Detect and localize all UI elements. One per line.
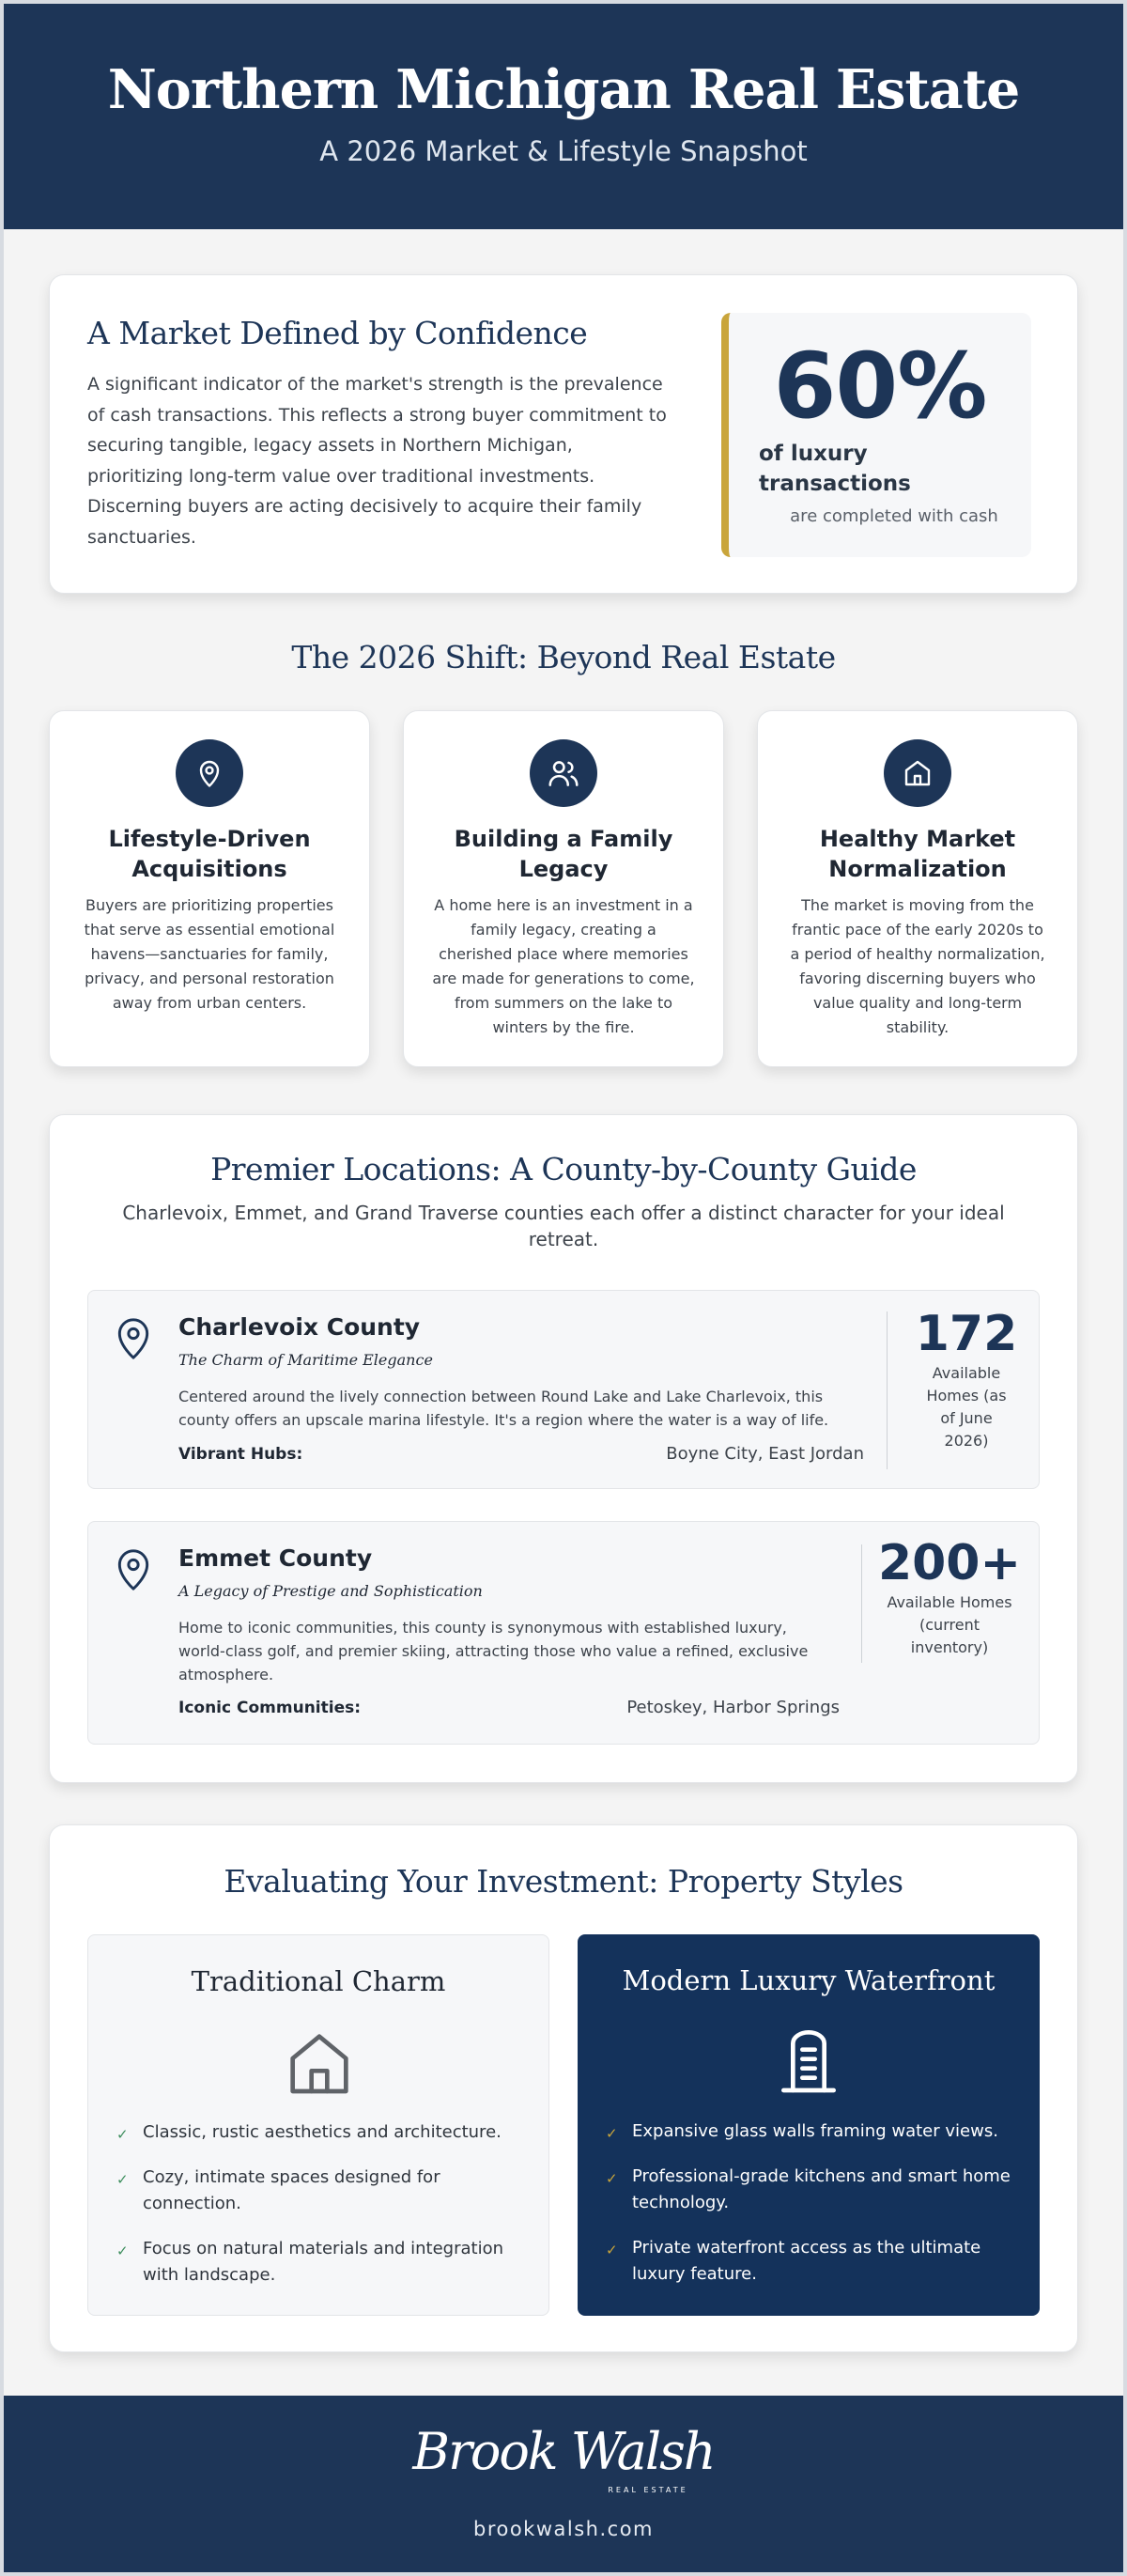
- list-item: ✓ Focus on natural materials and integration with landscape.: [116, 2239, 504, 2285]
- footer: [4, 2396, 1123, 2572]
- check-icon: ✓: [116, 2242, 129, 2259]
- list-item: ✓ Classic, rustic aesthetics and architecture.: [116, 2119, 520, 2146]
- map-pin-icon: [176, 739, 243, 807]
- style-feature-list: [606, 2118, 1011, 2306]
- modern-style-panel: [578, 1934, 1040, 2316]
- shift-card-title: Lifestyle-Driven Acquisitions: [108, 826, 311, 882]
- list-item: ✓ Cozy, intimate spaces designed for connection.: [116, 2167, 440, 2213]
- shift-card-body: Buyers are prioritizing properties that serve as essential emotional havens—sanctuaries for family, privacy, and personal restoration away from urban centers.: [84, 896, 335, 1012]
- locations-card: [49, 1114, 1078, 1783]
- house-icon: [884, 739, 951, 807]
- shift-card-normalization: [757, 710, 1078, 1067]
- check-icon: ✓: [606, 2170, 618, 2187]
- check-icon: ✓: [116, 2126, 129, 2143]
- locations-title: Premier Locations: A County-by-County Guide: [210, 1151, 917, 1187]
- style-title: Traditional Charm: [191, 1965, 446, 1997]
- shift-section-title: The 2026 Shift: Beyond Real Estate: [291, 639, 836, 675]
- building-icon: [771, 2025, 846, 2103]
- website-link[interactable]: brookwalsh.com: [472, 2518, 654, 2540]
- check-icon: ✓: [606, 2125, 618, 2142]
- market-body: A significant indicator of the market's strength is the prevalence of cash transactions. This reflects a strong buyer commitment to securing tangible, legacy assets in Northern Michigan, prioritizing long-term value over traditional investments. Discerning buyers are acting decisively to acquire their family sanctuaries.: [87, 374, 667, 548]
- market-title: A Market Defined by Confidence: [87, 315, 588, 351]
- traditional-style-panel: [87, 1934, 549, 2316]
- county-divider: [887, 1311, 888, 1469]
- county-description: Home to iconic communities, this county is synonymous with established luxury, world-class golf, and premier skiing, attracting those who value a refined, exclusive atmosphere.: [178, 1619, 809, 1684]
- county-name: Emmet County: [178, 1544, 373, 1572]
- styles-card: [49, 1824, 1078, 2352]
- county-name: Charlevoix County: [178, 1313, 421, 1341]
- brand-logo: Brook Walsh: [412, 2422, 715, 2481]
- list-item: ✓ Expansive glass walls framing water views.: [606, 2118, 1011, 2145]
- stat-value: 60%: [773, 334, 987, 439]
- stat-note: are completed with cash: [790, 506, 998, 526]
- map-pin-icon: [113, 1546, 154, 1597]
- county-tagline: The Charm of Maritime Elegance: [178, 1351, 433, 1369]
- stat-label: of luxury transactions: [759, 442, 911, 496]
- shift-card-lifestyle: [49, 710, 370, 1067]
- page-subtitle: A 2026 Market & Lifestyle Snapshot: [319, 135, 808, 167]
- county-home-count: 200+: [877, 1535, 1022, 1591]
- county-divider: [861, 1544, 862, 1663]
- page-title: Northern Michigan Real Estate: [107, 58, 1020, 121]
- list-item: ✓ Professional-grade kitchens and smart home technology.: [606, 2166, 1011, 2212]
- shift-card-title: Healthy Market Normalization: [819, 826, 1016, 882]
- style-feature-list: [116, 2119, 520, 2307]
- county-hubs-label: Vibrant Hubs:: [178, 1445, 303, 1464]
- style-title: Modern Luxury Waterfront: [622, 1964, 996, 1996]
- list-item: ✓ Private waterfront access as the ultimate luxury feature.: [606, 2238, 981, 2284]
- infographic-page: [4, 4, 1123, 2572]
- shift-card-body: The market is moving from the frantic pace of the early 2020s to a period of healthy normalization, favoring discerning buyers who value quality and long-term stability.: [790, 896, 1045, 1036]
- shift-card-body: A home here is an investment in a family legacy, creating a cherished place where memories are made for generations to come, from summers on the lake to winters by the fire.: [432, 896, 695, 1036]
- cash-stat-box: [721, 313, 1031, 557]
- county-home-count: 172: [915, 1306, 1018, 1362]
- shift-card-title: Building a Family Legacy: [454, 826, 673, 882]
- map-pin-icon: [113, 1315, 154, 1366]
- hero-banner: [4, 4, 1123, 229]
- check-icon: ✓: [606, 2242, 618, 2258]
- county-charlevoix: [87, 1290, 1040, 1489]
- county-count-label: Available Homes (current inventory): [887, 1593, 1012, 1656]
- county-count-label: Available Homes (as of June 2026): [926, 1364, 1007, 1450]
- users-icon: [530, 739, 597, 807]
- market-card: [49, 274, 1078, 594]
- brand-logo-subtitle: REAL ESTATE: [608, 2486, 688, 2494]
- county-hubs: Boyne City, East Jordan: [666, 1444, 864, 1464]
- county-hubs-label: Iconic Communities:: [178, 1699, 362, 1717]
- county-hubs: Petoskey, Harbor Springs: [626, 1698, 840, 1717]
- styles-title: Evaluating Your Investment: Property Styles: [224, 1863, 903, 1900]
- locations-intro: Charlevoix, Emmet, and Grand Traverse counties each offer a distinct character for your ideal retreat.: [122, 1202, 1005, 1250]
- county-emmet: [87, 1521, 1040, 1745]
- shift-card-legacy: [403, 710, 724, 1067]
- check-icon: ✓: [116, 2171, 129, 2188]
- county-tagline: A Legacy of Prestige and Sophistication: [178, 1582, 483, 1600]
- county-description: Centered around the lively connection between Round Lake and Lake Charlevoix, this county offers an upscale marina lifestyle. It's a region where the water is a way of life.: [178, 1388, 829, 1429]
- house-icon: [282, 2025, 357, 2104]
